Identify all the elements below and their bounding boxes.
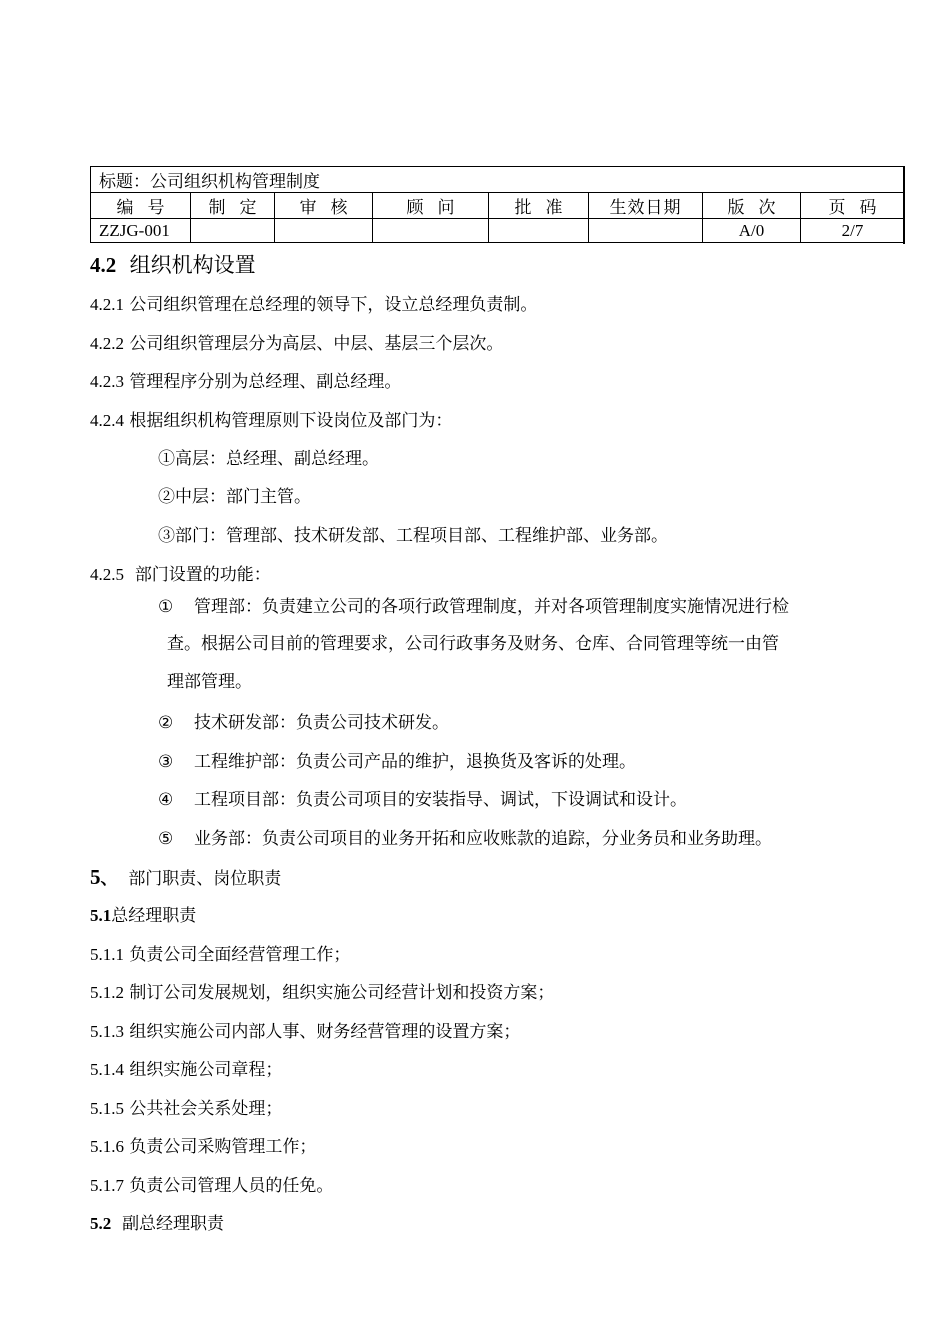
section-title: 副总经理职责	[122, 1214, 225, 1234]
item-text: 部门设置的功能：	[134, 565, 271, 585]
item-text: 组织实施公司章程；	[129, 1060, 283, 1080]
item-text: 组织实施公司内部人事、财务经营管理的设置方案；	[129, 1022, 521, 1042]
item-number: 4.2.5	[90, 565, 124, 584]
level-departments: ③部门：管理部、技术研发部、工程项目部、工程维护部、业务部。	[158, 526, 668, 546]
function-text: 工程项目部：负责公司项目的安装指导、调试，下设调试和设计。	[194, 790, 687, 810]
item-number: 4.2.1	[90, 295, 124, 314]
section-number: 5	[90, 865, 101, 889]
list-marker: ④	[158, 790, 174, 810]
header-title-row	[91, 167, 905, 193]
col-code-label: 编号	[91, 193, 191, 219]
function-text: 业务部：负责公司项目的业务开拓和应收账款的追踪，分业务员和业务助理。	[194, 829, 772, 849]
level-high: ①高层：总经理、副总经理。	[158, 449, 379, 469]
item-number: 5.1.7	[90, 1176, 124, 1195]
col-version-label: 版次	[703, 193, 801, 219]
col-effective-date-label: 生效日期	[589, 193, 703, 219]
section-title: 部门职责、岗位职责	[128, 869, 282, 889]
drafted-value	[191, 219, 275, 243]
function-text: 技术研发部：负责公司技术研发。	[194, 713, 449, 733]
function-text: 工程维护部：负责公司产品的维护，退换货及客诉的处理。	[194, 752, 636, 772]
item-text: 公司组织管理在总经理的领导下，设立总经理负责制。	[129, 295, 538, 315]
effective-date-value	[589, 219, 703, 243]
paragraph-5-1-1	[90, 944, 350, 966]
paragraph-4-2-2	[90, 333, 503, 355]
function-admin-line-2: 查。根据公司目前的管理要求，公司行政事务及财务、仓库、合同管理等统一由管	[167, 634, 779, 654]
function-maintenance	[158, 751, 636, 773]
item-number: 4.2.4	[90, 411, 124, 430]
paragraph-4-2-3	[90, 371, 401, 393]
item-text: 管理程序分别为总经理、副总经理。	[129, 372, 402, 392]
section-5-1-heading	[90, 905, 196, 927]
function-text: 管理部：负责建立公司的各项行政管理制度，并对各项管理制度实施情况进行检	[194, 597, 789, 617]
item-text: 负责公司全面经营管理工作；	[129, 945, 351, 965]
function-business	[158, 828, 772, 850]
section-title: 组织机构设置	[129, 253, 256, 277]
item-text: 根据组织机构管理原则下设岗位及部门为：	[129, 411, 453, 431]
document-title: 标题：公司组织机构管理制度	[91, 167, 905, 193]
header-columns-row	[91, 193, 905, 219]
list-marker: ①	[158, 597, 174, 617]
item-text: 负责公司采购管理工作；	[129, 1137, 317, 1157]
paragraph-5-1-3	[90, 1021, 520, 1043]
item-text: 公共社会关系处理；	[129, 1099, 283, 1119]
list-marker: ②	[158, 713, 174, 733]
paragraph-5-1-5	[90, 1098, 282, 1120]
paragraph-5-1-2	[90, 982, 554, 1004]
col-page-label: 页码	[801, 193, 905, 219]
item-number: 5.1.4	[90, 1060, 124, 1079]
function-rd	[158, 712, 449, 734]
page-number-value: 2/7	[801, 219, 905, 243]
advisor-value	[373, 219, 489, 243]
col-drafted-label: 制定	[191, 193, 275, 219]
version-value: A/0	[703, 219, 801, 243]
section-4-2-heading	[90, 252, 256, 278]
section-separator: 、	[100, 869, 118, 889]
paragraph-5-1-7	[90, 1175, 333, 1197]
paragraph-4-2-4	[90, 410, 452, 432]
item-number: 5.1.6	[90, 1137, 124, 1156]
item-text: 制订公司发展规划，组织实施公司经营计划和投资方案；	[129, 983, 555, 1003]
list-marker: ⑤	[158, 829, 174, 849]
item-number: 5.1.5	[90, 1099, 124, 1118]
section-title: 总经理职责	[111, 906, 197, 926]
table-right-border	[903, 166, 905, 244]
paragraph-4-2-1	[90, 294, 537, 316]
paragraph-5-1-6	[90, 1136, 316, 1158]
section-5-heading	[90, 866, 281, 890]
item-number: 5.1.3	[90, 1022, 124, 1041]
section-number: 5.2	[90, 1214, 112, 1233]
function-project	[158, 789, 687, 811]
item-number: 5.1.2	[90, 983, 124, 1002]
item-number: 4.2.3	[90, 372, 124, 391]
function-admin-line-3: 理部管理。	[167, 672, 252, 692]
document-header-table	[90, 166, 905, 243]
paragraph-4-2-5	[90, 564, 271, 586]
header-values-row	[91, 219, 905, 243]
col-advisor-label: 顾问	[373, 193, 489, 219]
item-number: 5.1.1	[90, 945, 124, 964]
section-number: 5.1	[90, 906, 112, 925]
item-number: 4.2.2	[90, 334, 124, 353]
item-text: 负责公司管理人员的任免。	[129, 1176, 334, 1196]
item-text: 公司组织管理层分为高层、中层、基层三个层次。	[129, 334, 504, 354]
col-approve-label: 批准	[489, 193, 589, 219]
review-value	[275, 219, 373, 243]
list-marker: ③	[158, 752, 174, 772]
doc-code-value: ZZJG-001	[91, 219, 191, 243]
section-number: 4.2	[90, 253, 117, 277]
paragraph-5-1-4	[90, 1059, 282, 1081]
level-middle: ②中层：部门主管。	[158, 487, 311, 507]
col-review-label: 审核	[275, 193, 373, 219]
function-admin-line-1	[158, 596, 789, 618]
section-5-2-heading	[90, 1213, 224, 1235]
approve-value	[489, 219, 589, 243]
